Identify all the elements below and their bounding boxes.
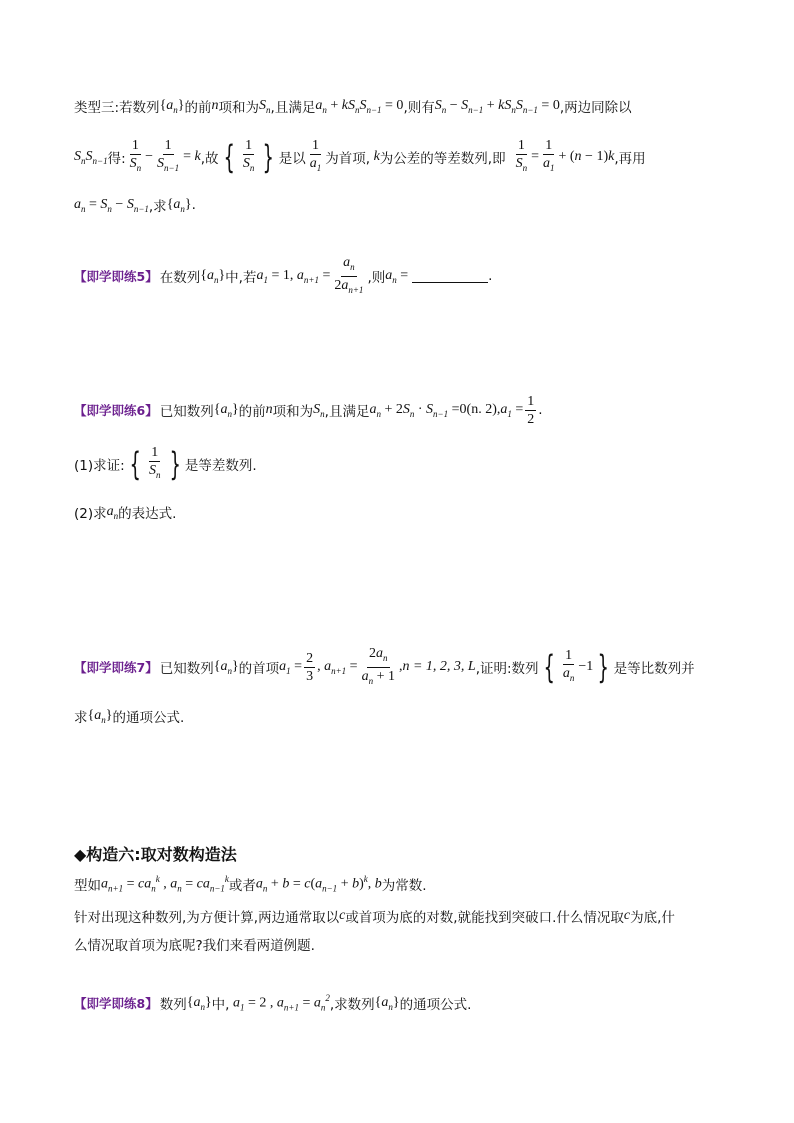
- section-6-title: [74, 840, 728, 866]
- exercise-7-tag: 【即学即练7】: [74, 660, 158, 675]
- exercise-7-line2: 求 $\{a_n\}$ 的通项公式.: [74, 707, 185, 726]
- math-set-an: $\{a_n\}$: [159, 97, 185, 115]
- exercise-5-tag: 【即学即练5】: [74, 269, 158, 284]
- section-heading: ◆构造六:取对数构造法: [74, 844, 237, 864]
- section-6-para2: 么情况取首项为底呢?我们来看两道例题.: [74, 938, 315, 954]
- exercise-6: 【即学即练6】 已知数列 $\{a_n\}$ 的前 n 项和为 $S_n$ ,且满足 $a_n + 2S_n \cdot S_{n-1}$ = 0(n. 2), $a_1$ = $\frac{1}{2}$ .: [74, 393, 543, 427]
- type3-line1: 类型三: 若数列 $\{a_n\}$ 的前 n 项和为 $S_n$ ,且满足 $a_n + kS_nS_{n-1} = 0$ ,则有 $S_n - S_{n-1} + kS_nS_{n-1} = 0$ ,两边同除以: [74, 97, 632, 116]
- exercise-8-tag: 【即学即练8】: [74, 996, 158, 1011]
- type3-line2: $S_nS_{n-1}$ 得: $\frac{1}{S_n}$ − $\frac{1}{S_{n-1}}$ = k ,故 { $\frac{1}{S_n}$ } 是以 $\frac{1}{a_1}$ 为首项, k 为公差的等差数列,即 $\frac{1}{S_n}$ = $\frac{1}{a_1}$ + (n − 1)k ,再用: [74, 138, 646, 176]
- type3-label: 类型三:: [74, 100, 120, 116]
- exercise-6-q1: (1)求证: { $\frac{1}{S_n}$ } 是等差数列.: [74, 445, 257, 483]
- exercise-8: 【即学即练8】 数列 $\{a_n\}$ 中, $a_1 = 2$ , $a_{n+1} = a_n^2$ ,求数列 $\{a_n\}$ 的通项公式.: [74, 993, 472, 1013]
- exercise-5: 【即学即练5】 在数列 $\{a_n\}$ 中,若 $a_1 = 1$, $a_{n+1}$ = $\frac{a_n}{2a_{n+1}}$ ,则 $a_n$ = .: [74, 254, 493, 295]
- type3-line3: $a_n = S_n - S_{n-1}$ ,求 $\{a_n\}$ .: [74, 196, 196, 215]
- exercise-6-q2: (2)求 $a_n$ 的表达式.: [74, 503, 177, 522]
- exercise-7: 【即学即练7】 已知数列 $\{a_n\}$ 的首项 $a_1$ = $\frac{2}{3}$ , $a_{n+1}$ = $\frac{2a_n}{a_n + 1}$ , n = 1, 2, 3, L ,证明:数列 { $\frac{1}{a_n}$ −1 } 是等比数列并: [74, 645, 695, 686]
- exercise-6-tag: 【即学即练6】: [74, 403, 158, 418]
- section-6-line1: 型如 $a_{n+1} = ca_n^k$ , $a_n = ca_{n-1}^k$ 或者 $a_n + b = c(a_{n-1} + b)^k$, b 为常数.: [74, 874, 427, 894]
- section-6-para: 针对出现这种数列,为方便计算,两边通常取以 c 或首项为底的对数,就能找到突破口.什么情况取 c 为底,什: [74, 908, 675, 926]
- answer-blank[interactable]: [412, 270, 488, 283]
